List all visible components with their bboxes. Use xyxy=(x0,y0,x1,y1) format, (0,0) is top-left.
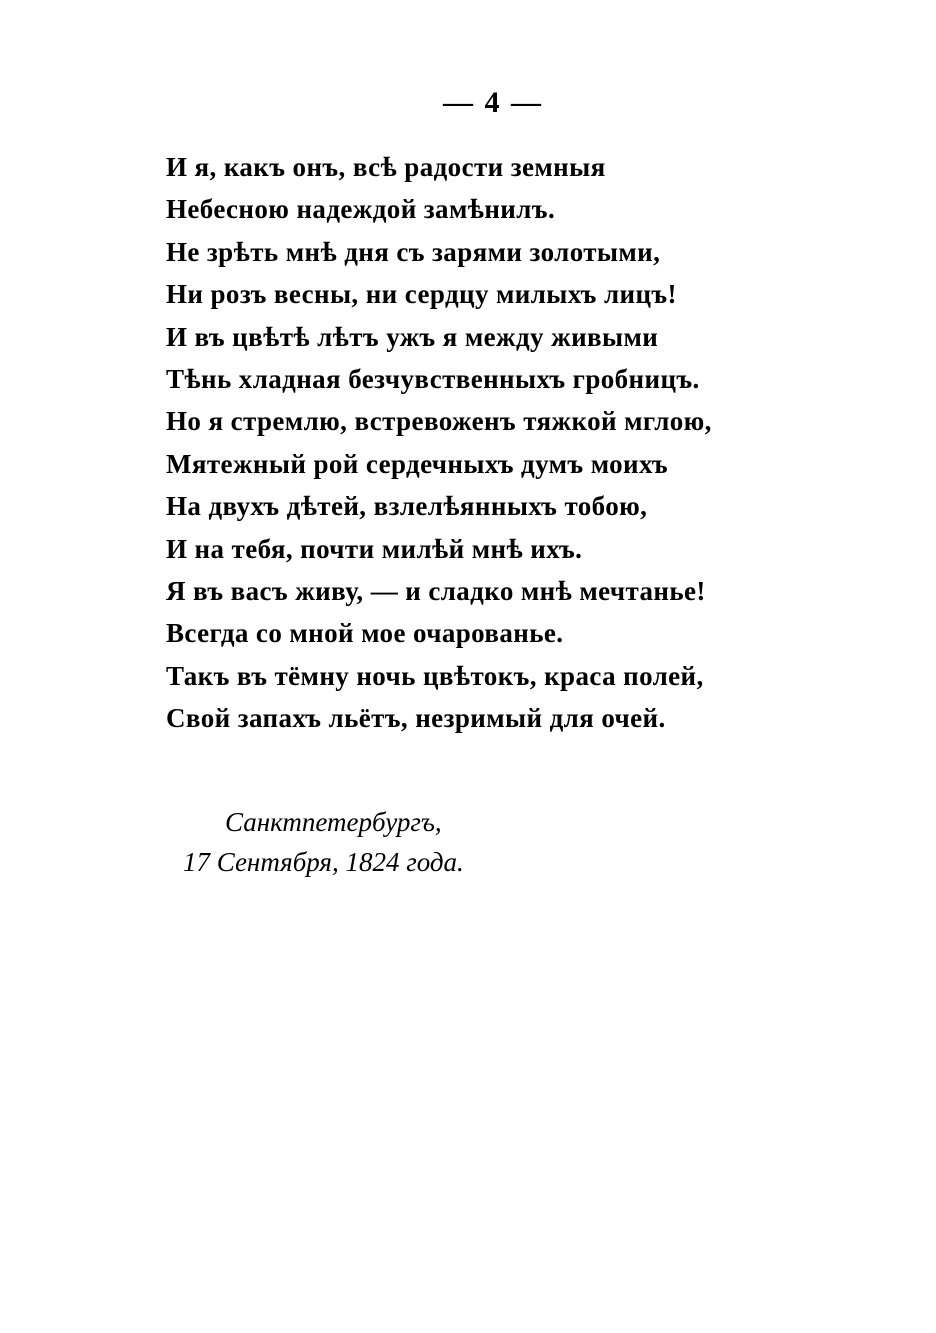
poem-line: На двухъ дѣтей, взлелѣянныхъ тобою, xyxy=(166,491,648,522)
poem-line: Мятежный рой сердечныхъ думъ моихъ xyxy=(166,448,669,479)
poem-line: И въ цвѣтѣ лѣтъ ужъ я между живыми xyxy=(166,321,659,352)
poem-line: Небесною надеждой замѣнилъ. xyxy=(166,194,556,225)
signature-place: Санктпетербургъ, xyxy=(225,807,442,837)
signature-block xyxy=(183,802,464,882)
poem-line: Всегда со мной мое очарованье. xyxy=(166,618,564,649)
poem-line: И я, какъ онъ, всѣ радости земныя xyxy=(166,152,606,182)
poem-line: Я въ васъ живу, — и сладко мнѣ мечтанье! xyxy=(166,575,706,606)
poem-line: Не зрѣть мнѣ дня съ зарями золотыми, xyxy=(166,236,661,267)
poem-line: И на тебя, почти милѣй мнѣ ихъ. xyxy=(166,533,583,564)
poem-line: Свой запахъ льётъ, незримый для очей. xyxy=(166,703,666,734)
signature-date: 17 Сентября, 1824 года. xyxy=(183,847,464,877)
poem-line: Тѣнь хладная безчувственныхъ гробницъ. xyxy=(166,363,700,394)
page-number: — 4 — xyxy=(443,86,543,119)
poem-line: Но я стремлю, встревоженъ тяжкой мглою, xyxy=(166,406,712,437)
poem-line: Ни розъ весны, ни сердцу милыхъ лицъ! xyxy=(166,279,677,310)
poem-stanza xyxy=(166,146,712,739)
poem-line: Такъ въ тёмну ночь цвѣтокъ, краса полей, xyxy=(166,660,704,691)
